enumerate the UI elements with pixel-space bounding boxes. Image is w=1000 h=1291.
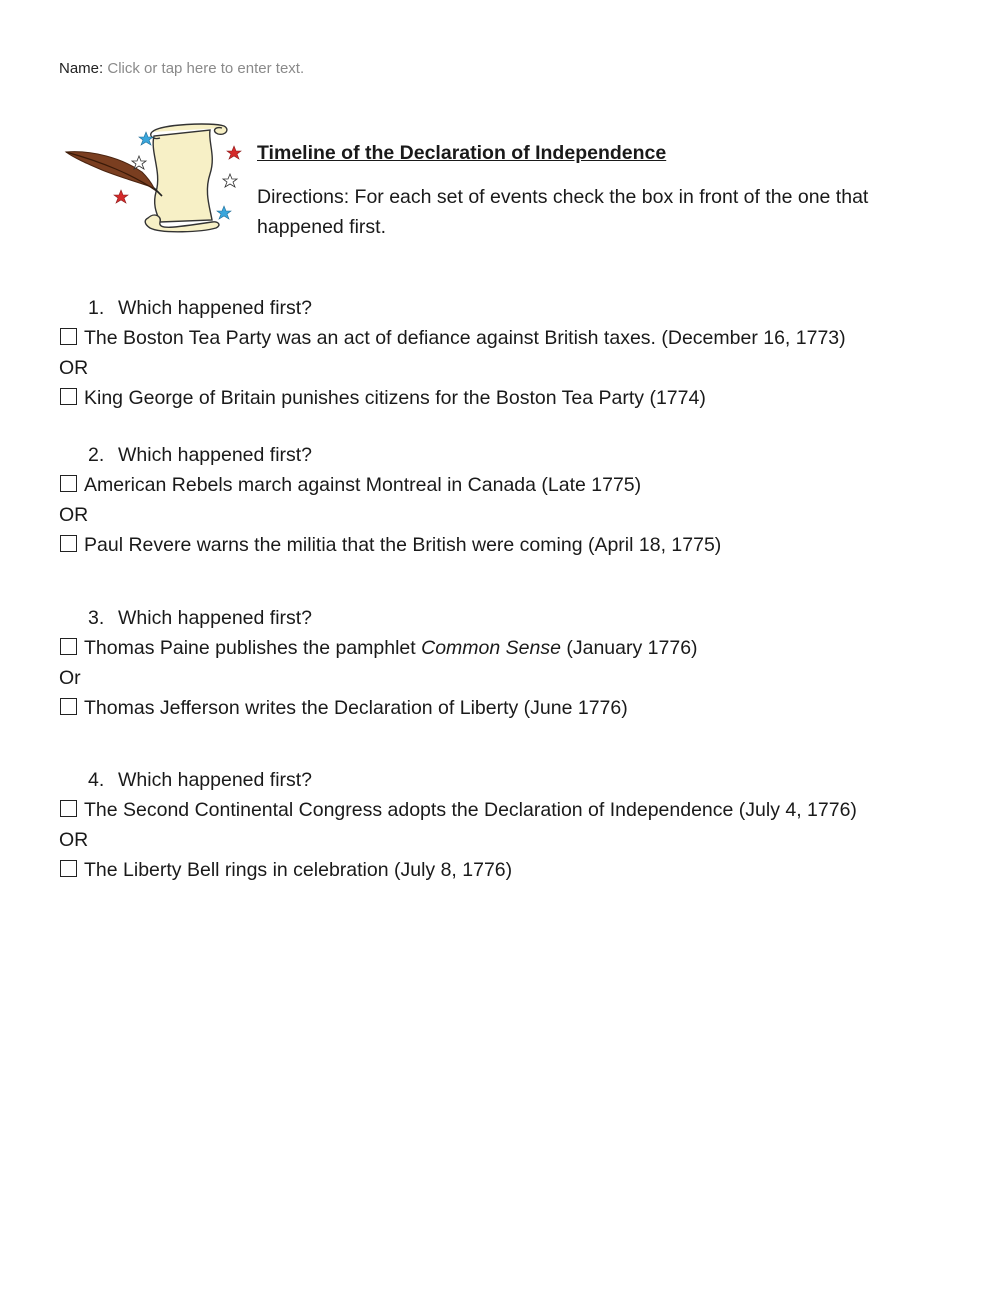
checkbox[interactable] xyxy=(60,388,77,405)
directions-text: Directions: For each set of events check the box in front of the one that happened first. xyxy=(257,186,869,238)
option-text-before: Thomas Paine publishes the pamphlet xyxy=(84,637,422,659)
or-separator: OR xyxy=(59,829,89,851)
question-3 xyxy=(59,603,959,723)
option-text: Paul Revere warns the militia that the British were coming (April 18, 1775) xyxy=(84,534,722,556)
or-separator: OR xyxy=(59,504,89,526)
name-row xyxy=(59,60,304,78)
or-separator: Or xyxy=(59,667,81,689)
option-a[interactable] xyxy=(59,633,959,663)
checkbox[interactable] xyxy=(60,860,77,877)
question-prompt: Which happened first? xyxy=(118,769,313,791)
option-text: American Rebels march against Montreal in Canada (Late 1775) xyxy=(84,474,642,496)
checkbox[interactable] xyxy=(60,535,77,552)
option-text: Thomas Jefferson writes the Declaration of Liberty (June 1776) xyxy=(84,697,628,719)
option-b[interactable] xyxy=(59,855,959,885)
question-number: 4. xyxy=(88,769,105,791)
worksheet-title: Timeline of the Declaration of Independence xyxy=(257,142,667,164)
option-text: The Boston Tea Party was an act of defiance against British taxes. (December 16, 1773) xyxy=(84,327,846,349)
or-separator: OR xyxy=(59,357,89,379)
option-a[interactable] xyxy=(59,470,959,500)
option-text: The Liberty Bell rings in celebration (July 8, 1776) xyxy=(84,859,513,881)
question-prompt: Which happened first? xyxy=(118,444,313,466)
scroll-quill-clipart-icon xyxy=(62,122,248,234)
question-heading xyxy=(59,765,959,795)
question-4 xyxy=(59,765,959,885)
question-number: 2. xyxy=(88,444,105,466)
option-a[interactable] xyxy=(59,795,959,825)
checkbox[interactable] xyxy=(60,638,77,655)
question-prompt: Which happened first? xyxy=(118,607,313,629)
pamphlet-title: Common Sense xyxy=(421,637,561,659)
checkbox[interactable] xyxy=(60,328,77,345)
question-2 xyxy=(59,440,959,560)
option-text-after: (January 1776) xyxy=(560,637,698,659)
option-a[interactable] xyxy=(59,323,959,353)
option-text: The Second Continental Congress adopts the Declaration of Independence (July 4, 1776) xyxy=(84,799,857,821)
question-prompt: Which happened first? xyxy=(118,297,313,319)
name-input[interactable]: Click or tap here to enter text. xyxy=(107,60,305,77)
option-text: King George of Britain punishes citizens for the Boston Tea Party (1774) xyxy=(84,387,706,409)
question-heading xyxy=(59,440,959,470)
question-heading xyxy=(59,293,959,323)
name-label: Name: xyxy=(59,60,104,77)
question-number: 1. xyxy=(88,297,105,319)
option-b[interactable] xyxy=(59,383,959,413)
option-b[interactable] xyxy=(59,530,959,560)
question-number: 3. xyxy=(88,607,105,629)
question-heading xyxy=(59,603,959,633)
checkbox[interactable] xyxy=(60,800,77,817)
checkbox[interactable] xyxy=(60,475,77,492)
worksheet-header xyxy=(257,140,947,242)
option-b[interactable] xyxy=(59,693,959,723)
checkbox[interactable] xyxy=(60,698,77,715)
question-1 xyxy=(59,293,959,413)
